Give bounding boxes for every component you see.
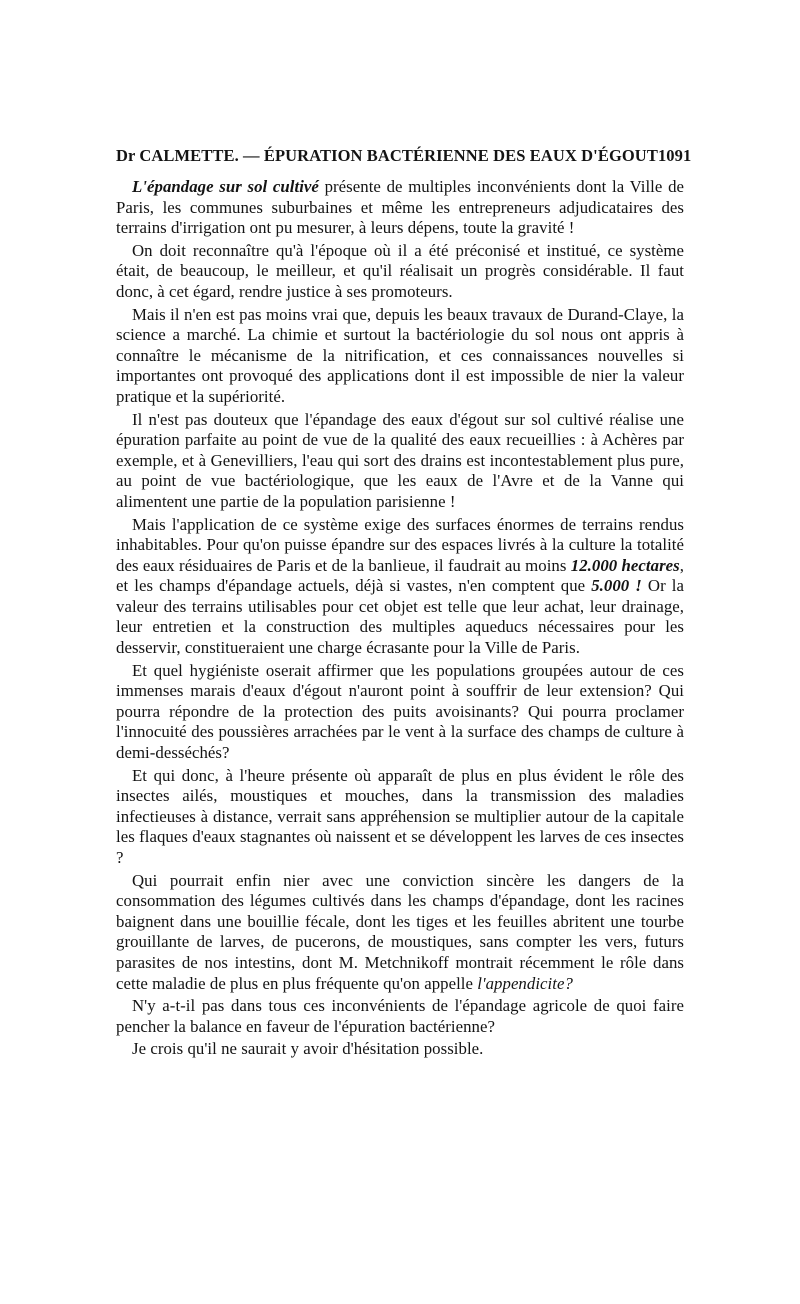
emphasis-text: L'épandage sur sol cultivé: [132, 177, 319, 196]
paragraph-text: , et les champs d'épandage actuels, déjà si vastes, n'en comptent que: [116, 555, 684, 596]
paragraph: [116, 996, 684, 1037]
paragraph: [116, 305, 684, 408]
article-body: [116, 177, 684, 1060]
paragraph-text: Mais l'application de ce système exige des surfaces énormes de terrains rendus inhabitables. Pour qu'on puisse épandre sur des espaces livrés à la culture la totalité des eaux résiduaires de Paris et de la banlieue, il faudrait au moins: [116, 514, 684, 575]
paragraph: [116, 661, 684, 764]
paragraph-text: On doit reconnaître qu'à l'époque où il a été préconisé et institué, ce système était, de beaucoup, le meilleur, et qu'il réalisait un progrès considérable. Il faut donc, à cet égard, rendre justice à ses promoteurs.: [116, 240, 684, 301]
page-number: 1091: [657, 146, 692, 165]
paragraph: [116, 766, 684, 869]
paragraph: [116, 871, 684, 995]
paragraph: [116, 177, 684, 239]
emphasis-text: 5.000 !: [591, 576, 642, 596]
paragraph-text: Or la valeur des terrains utilisables pour cet objet est telle que leur achat, leur drainage, leur entretien et la construction des multiples aqueducs nécessaires pour les desservir, constitueraient une charge écrasante pour la Ville de Paris.: [116, 576, 684, 658]
paragraph: [116, 410, 684, 513]
paragraph-text: Mais il n'en est pas moins vrai que, depuis les beaux travaux de Durand-Claye, la science a marché. La chimie et surtout la bactériologie du sol nous ont appris à connaître le mécanisme de la nitrification, et ces connaissances nouvelles si importantes ont provoqué des applications dont il est impossible de nier la valeur pratique et la supériorité.: [116, 304, 684, 406]
paragraph: [116, 1039, 684, 1060]
paragraph-text: présente de multiples inconvénients dont la Ville de Paris, les communes suburbaines et même les entrepreneurs adjudicataires des terrains d'irrigation ont pu mesurer, à leurs dépens, toute la gravité !: [116, 177, 685, 238]
running-head-title: Dr CALMETTE. — ÉPURATION BACTÉRIENNE DES EAUX D'ÉGOUT: [116, 146, 658, 165]
paragraph: [116, 241, 684, 303]
paragraph-text: N'y a-t-il pas dans tous ces inconvénients de l'épandage agricole de quoi faire pencher la balance en faveur de l'épuration bactérienne?: [116, 996, 684, 1036]
paragraph-text: Il n'est pas douteux que l'épandage des eaux d'égout sur sol cultivé réalise une épuration parfaite au point de vue de la qualité des eaux recueillies : à Achères par exemple, et à Genevilliers, l'eau qui sort des drains est incontestablement plus pure, au point de vue bactériologique, que les eaux de l'Avre et de la Vanne qui alimentent une partie de la population parisienne !: [116, 409, 684, 511]
document-page: [116, 146, 692, 1060]
paragraph-text: Et quel hygiéniste oserait affirmer que les populations groupées autour de ces immenses marais d'eaux d'égout n'auront point à souffrir de leur extension? Qui pourra répondre de la protection des puits avoisinants? Qui pourra proclamer l'innocuité des poussières arrachées par le vent à la surface des champs de culture à demi-desséchés?: [116, 660, 684, 763]
emphasis-text: l'appendicite?: [477, 973, 573, 993]
paragraph: [116, 515, 684, 659]
running-head: [116, 146, 692, 166]
emphasis-text: 12.000 hectares: [570, 555, 680, 575]
paragraph-text: Je crois qu'il ne saurait y avoir d'hésitation possible.: [132, 1039, 484, 1059]
paragraph-text: Qui pourrait enfin nier avec une conviction sincère les dangers de la consommation des légumes cultivés dans les champs d'épandage, dont les racines baignent dans une bouillie fécale, dont les tiges et les feuilles abritent une tourbe grouillante de larves, de pucerons, de moustiques, sans compter les vers, futurs parasites de nos intestins, dont M. Metchnikoff montrait récemment le rôle dans cette maladie de plus en plus fréquente qu'on appelle: [116, 870, 684, 993]
paragraph-text: Et qui donc, à l'heure présente où apparaît de plus en plus évident le rôle des insectes ailés, moustiques et mouches, dans la transmission des maladies infectieuses à distance, verrait sans appréhension se multiplier autour de la capitale les flaques d'eaux stagnantes où naissent et se développent les larves de ces insectes ?: [116, 765, 684, 867]
